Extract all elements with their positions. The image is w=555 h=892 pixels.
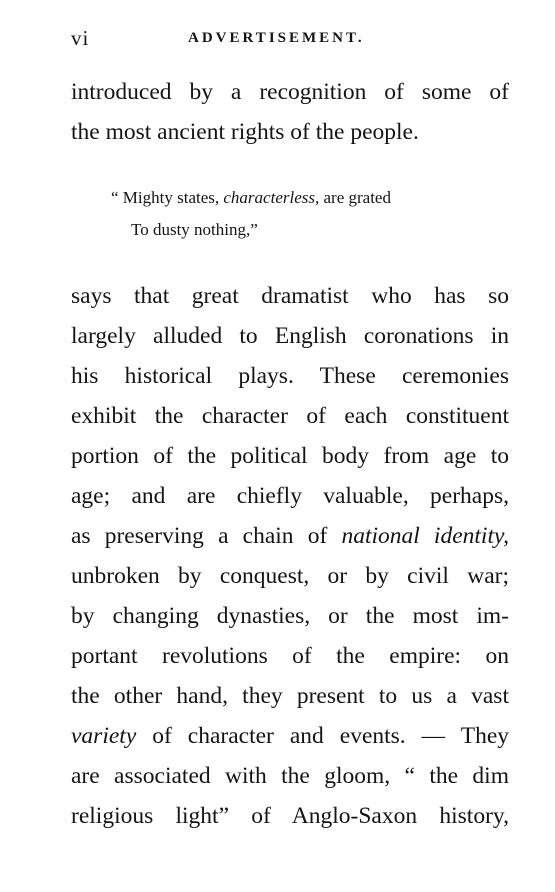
text-line: religious light” of Anglo-Saxon history, [71, 803, 509, 829]
text-line: portion of the political body from age to [71, 443, 509, 469]
text-line: says that great dramatist who has so [71, 283, 509, 309]
paragraph-bottom [71, 276, 509, 836]
text-line: largely alluded to English coronations in [71, 323, 509, 349]
quote-italic-text: characterless, [223, 188, 320, 207]
quote-line [111, 182, 471, 214]
text-line: the most ancient rights of the people. [71, 119, 419, 145]
quote-line: To dusty nothing,” [131, 220, 258, 239]
text-line: age; and are chiefly valuable, perhaps, [71, 483, 509, 509]
quote-text: are grated [319, 188, 391, 207]
paragraph-top [71, 72, 509, 152]
text-line: are associated with the gloom, “ the dim [71, 763, 509, 789]
text-line: his historical plays. These ceremonies [71, 363, 509, 389]
quotation [111, 182, 471, 246]
line-text: as preserving a chain of [71, 523, 342, 549]
text-line: the other hand, they present to us a vast [71, 683, 509, 709]
text-line: introduced by a recognition of some of [71, 79, 509, 105]
italic-text: variety [71, 723, 137, 749]
text-line: exhibit the character of each constituent [71, 403, 509, 429]
text-line: portant revolutions of the empire: on [71, 643, 509, 669]
page-number: vi [71, 26, 90, 50]
text-line: by changing dynasties, or the most im- [71, 603, 509, 629]
italic-text: national identity, [341, 523, 509, 549]
quote-text: “ Mighty states, [111, 188, 224, 207]
text-line [71, 716, 509, 756]
line-text: of character and events. — They [136, 723, 509, 749]
text-line [71, 516, 509, 556]
text-line: unbroken by conquest, or by civil war; [71, 563, 509, 589]
running-head: ADVERTISEMENT. [188, 30, 365, 46]
